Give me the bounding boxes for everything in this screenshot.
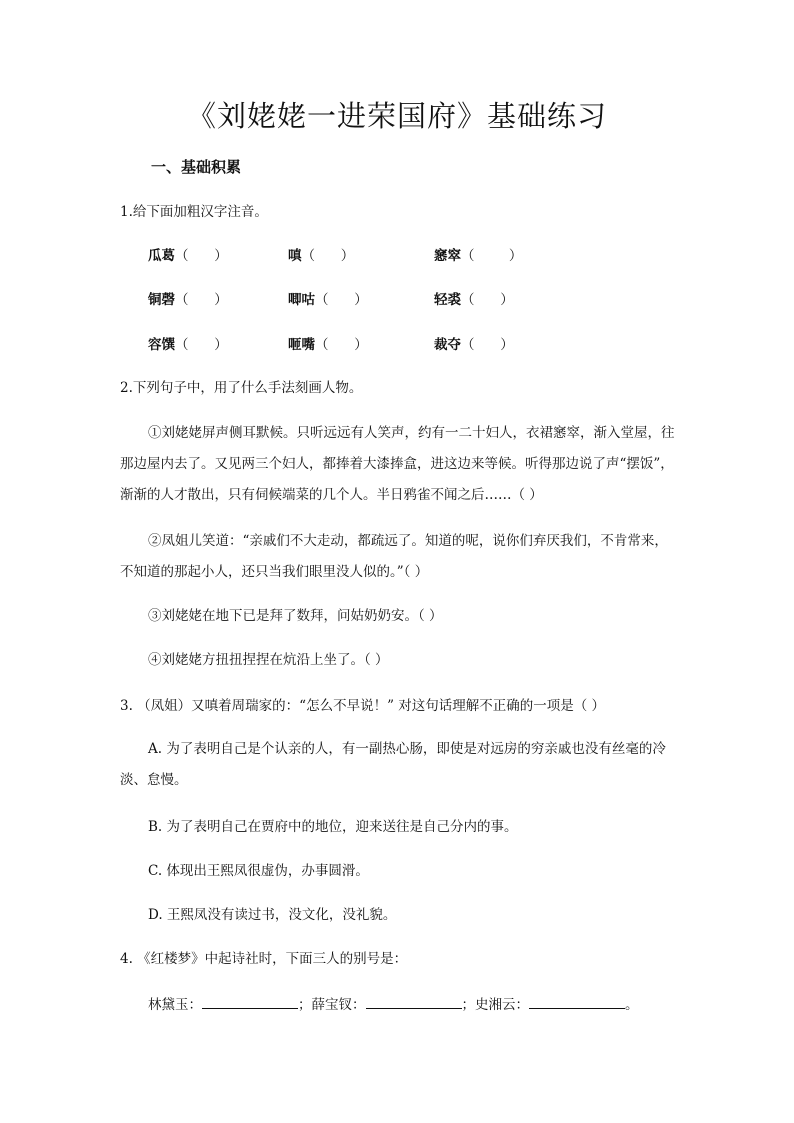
pinyin-item: 咂嘴（ ） [288, 337, 368, 353]
question-2-sentence-4: ④刘姥姥方扭扭捏捏在炕沿上坐了。（ ） [148, 652, 389, 668]
pinyin-item: 轻裘（ ） [434, 292, 514, 308]
answer-blank[interactable] [202, 994, 298, 1009]
question-4-blanks: 林黛玉： ；薛宝钗： ；史湘云： 。 [148, 994, 639, 1015]
answer-blank[interactable] [366, 994, 462, 1009]
question-1-prompt: 1.给下面加粗汉字注音。 [120, 204, 268, 220]
question-4-prompt: 4. 《红楼梦》中起诗社时，下面三人的别号是： [120, 951, 408, 967]
question-3-option-b: B. 为了表明自己在贾府中的地位，迎来送往是自己分内的事。 [148, 819, 518, 835]
section-heading: 一、基础积累 [151, 158, 242, 176]
pinyin-item: 嗔（ ） [288, 248, 355, 264]
page-title: 《刘姥姥一进荣国府》基础练习 [186, 99, 607, 133]
pinyin-item: 容馔（ ） [148, 337, 228, 353]
pinyin-item: 铜磬（ ） [148, 292, 228, 308]
question-2-sentence-3: ③刘姥姥在地下已是拜了数拜，问姑奶奶安。（ ） [148, 608, 443, 624]
question-3-prompt: 3. （凤姐）又嗔着周瑞家的：“怎么不早说！” 对这句话理解不正确的一项是（ ） [120, 698, 606, 714]
question-3-option-d: D. 王熙凤没有读过书，没文化，没礼貌。 [148, 907, 397, 923]
answer-blank[interactable] [529, 994, 625, 1009]
question-3-option-c: C. 体现出王熙凤很虚伪，办事圆滑。 [148, 863, 369, 879]
pinyin-item: 唧咕（ ） [288, 292, 368, 308]
question-2-sentence-2: ②凤姐儿笑道：“亲戚们不大走动，都疏远了。知道的呢，说你们弃厌我们，不肯常来，不知道的那起小人，还只当我们眼里没人似的。”（ ） [120, 533, 668, 580]
question-3-option-a: A. 为了表明自己是个认亲的人，有一副热心肠，即使是对远房的穷亲戚也没有丝毫的冷淡、怠慢。 [120, 741, 666, 788]
pinyin-item: 瓜葛（ ） [148, 248, 228, 264]
pinyin-item: 裁夺（ ） [434, 337, 514, 353]
question-2-prompt: 2.下列句子中，用了什么手法刻画人物。 [120, 380, 363, 396]
question-2-sentence-1: ①刘姥姥屏声侧耳默候。只听远远有人笑声，约有一二十妇人，衣裙窸窣，渐入堂屋，往那边屋内去了。又见两三个妇人，都捧着大漆捧盒，进这边来等候。听得那边说了声“摆饭”，渐渐的人才散出，只有伺候端菜的几个人。半日鸦雀不闻之后……（ ） [120, 425, 675, 503]
pinyin-item: 窸窣（ ） [434, 248, 523, 264]
